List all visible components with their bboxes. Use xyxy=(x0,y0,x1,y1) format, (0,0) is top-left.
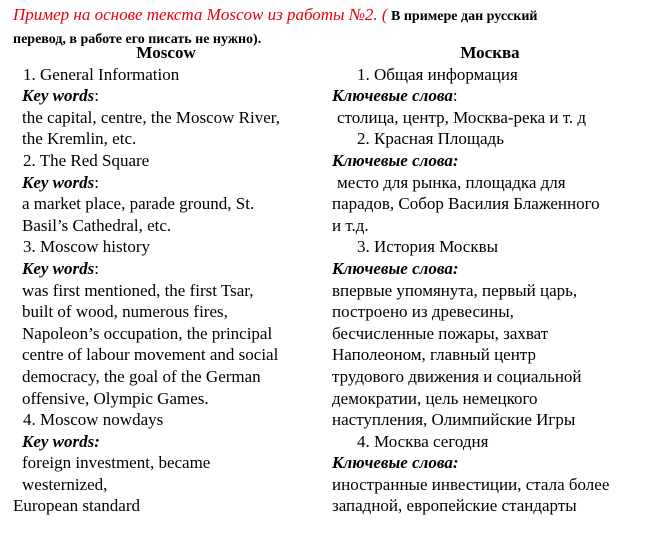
russian-section-3-keywords: Наполеоном, главный центр xyxy=(332,345,536,365)
english-section-2-keywords: Basil’s Cathedral, etc. xyxy=(22,215,172,235)
english-section-1-keywords: the Kremlin, etc. xyxy=(22,129,137,149)
russian-section-3-keywords: впервые упомянута, первый царь, xyxy=(332,280,578,300)
english-section-4-title: 4. Moscow nowdays xyxy=(23,410,164,430)
intro-note-line1: В примере дан русский xyxy=(387,9,538,24)
russian-section-3-keywords: бесчисленные пожары, захват xyxy=(332,323,549,343)
russian-section-2-keywords: место для рынка, площадка для xyxy=(337,172,566,192)
english-section-3-keywords: was first mentioned, the first Tsar, xyxy=(22,280,254,300)
english-keywords-label: Key words: xyxy=(22,86,99,106)
russian-keywords-label: Ключевые слова: xyxy=(332,86,458,106)
intro-note-line2: перевод, в работе его писать не нужно). xyxy=(13,32,262,47)
english-section-2-title: 2. The Red Square xyxy=(23,150,150,170)
english-section-3-keywords: centre of labour movement and social xyxy=(22,345,279,365)
russian-section-2-keywords: и т.д. xyxy=(332,215,369,235)
english-section-3-keywords: offensive, Olympic Games. xyxy=(22,388,209,408)
english-section-2-keywords: a market place, parade ground, St. xyxy=(22,194,255,214)
english-keywords-label: Key words: xyxy=(22,172,99,192)
russian-section-2-title: 2. Красная Площадь xyxy=(357,129,504,149)
russian-section-2-keywords: парадов, Собор Василия Блаженного xyxy=(332,194,600,214)
english-section-1-keywords: the capital, centre, the Moscow River, xyxy=(22,107,281,127)
english-heading: Moscow xyxy=(136,43,196,62)
english-section-1-title: 1. General Information xyxy=(23,64,180,84)
english-section-4-keywords: westernized, xyxy=(22,474,108,494)
intro-red-text: Пример на основе текста Moscow из работы №2. ( xyxy=(13,5,388,24)
russian-section-1-title: 1. Общая информация xyxy=(357,64,518,84)
english-section-3-keywords: built of wood, numerous fires, xyxy=(22,302,228,322)
russian-section-3-keywords: демократии, цель немецкого xyxy=(332,388,538,408)
english-section-3-keywords: Napoleon’s occupation, the principal xyxy=(22,323,273,343)
russian-section-3-keywords: трудового движения и социальной xyxy=(332,366,582,386)
russian-keywords-label: Ключевые слова: xyxy=(332,258,459,278)
russian-column xyxy=(332,42,642,517)
russian-section-3-keywords: наступления, Олимпийские Игры xyxy=(332,410,576,430)
english-section-4-keywords: foreign investment, became xyxy=(22,453,211,473)
english-keywords-label: Key words: xyxy=(22,258,99,278)
russian-section-3-title: 3. История Москвы xyxy=(357,237,499,257)
russian-section-3-keywords: построено из древесины, xyxy=(332,302,514,322)
english-column xyxy=(13,42,318,517)
russian-section-4-keywords: западной, европейские стандарты xyxy=(332,496,577,516)
russian-section-1-keywords: столица, центр, Москва-река и т. д xyxy=(337,107,587,127)
russian-section-4-title: 4. Москва сегодня xyxy=(357,431,489,451)
english-keywords-label: Key words: xyxy=(22,431,100,451)
english-section-4-keywords: European standard xyxy=(13,496,140,516)
russian-keywords-label: Ключевые слова: xyxy=(332,150,459,170)
english-section-3-title: 3. Moscow history xyxy=(23,237,151,257)
russian-section-4-keywords: иностранные инвестиции, стала более xyxy=(332,474,610,494)
russian-heading: Москва xyxy=(460,43,520,62)
russian-keywords-label: Ключевые слова: xyxy=(332,453,459,473)
english-section-3-keywords: democracy, the goal of the German xyxy=(22,366,261,386)
